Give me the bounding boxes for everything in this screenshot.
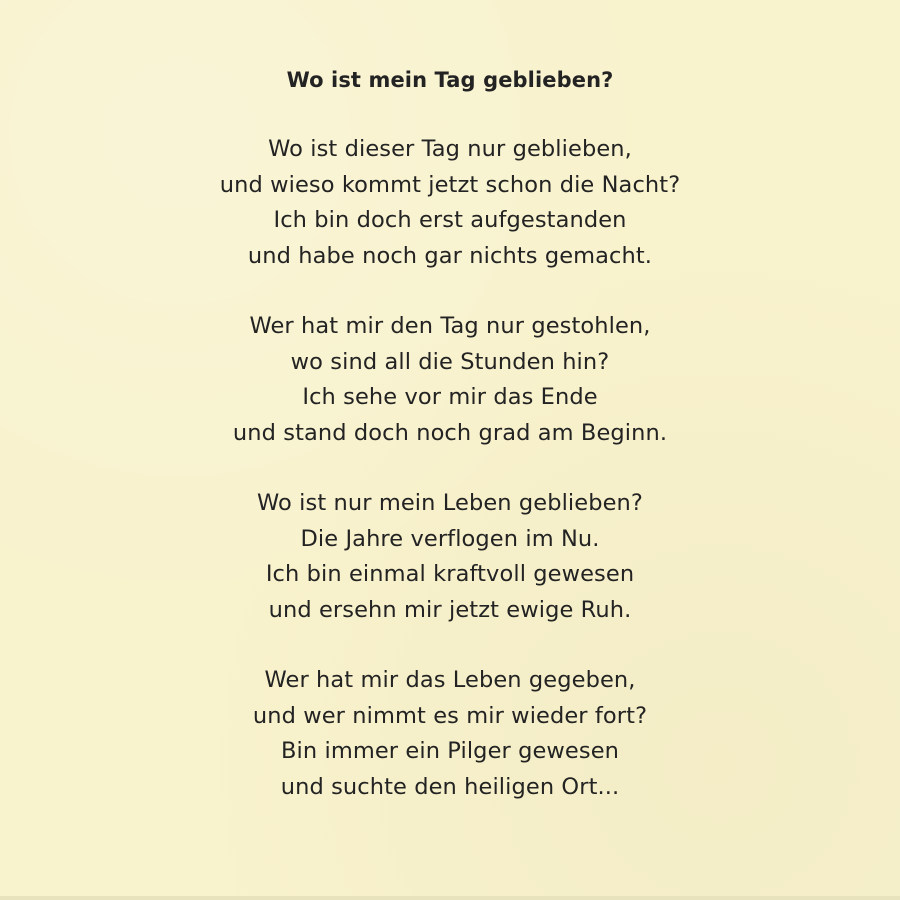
poem-line: und suchte den heiligen Ort... (280, 773, 620, 800)
poem-line: Bin immer ein Pilger gewesen (280, 738, 620, 764)
stanza-3 (0, 486, 900, 628)
poem-line: Wo ist nur mein Leben geblieben? (257, 490, 643, 516)
poem-line: Ich sehe vor mir das Ende (302, 384, 598, 410)
poem-line: Wer hat mir den Tag nur gestohlen, (249, 313, 651, 339)
poem-line: Wer hat mir das Leben gegeben, (264, 667, 636, 693)
poem-line: wo sind all die Stunden hin? (290, 348, 610, 375)
poem (0, 63, 900, 805)
poem-line: und habe noch gar nichts gemacht. (247, 242, 653, 269)
poem-line: Ich bin doch erst aufgestanden (273, 207, 627, 233)
poem-line: und wer nimmt es mir wieder fort? (252, 702, 648, 729)
poem-line: und ersehn mir jetzt ewige Ruh. (268, 596, 632, 623)
poem-line: und wieso kommt jetzt schon die Nacht? (219, 171, 681, 198)
page-bottom-edge (0, 896, 900, 900)
poem-line: Ich bin einmal kraftvoll gewesen (265, 561, 635, 587)
stanza-2 (0, 309, 900, 451)
stanza-4 (0, 663, 900, 805)
poem-line: und stand doch noch grad am Beginn. (232, 419, 668, 446)
poem-line: Wo ist dieser Tag nur geblieben, (268, 136, 632, 162)
poem-title: Wo ist mein Tag geblieben? (286, 68, 614, 92)
stanza-1 (0, 132, 900, 274)
poem-line: Die Jahre verflogen im Nu. (300, 525, 600, 552)
